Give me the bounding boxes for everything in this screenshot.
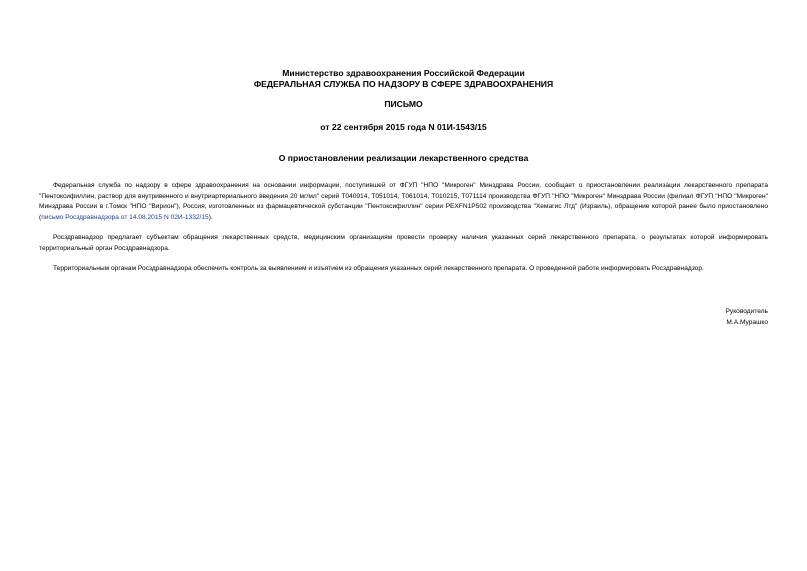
body-paragraph-1 <box>39 181 768 223</box>
body-paragraph-3: Территориальным органам Росздравнадзора обеспечить контроль за выявлением и изъятием из обращения указанных серий лекарственного препарата. О проведенной работе информировать Росздравнадзор. <box>53 265 704 272</box>
signatory-name: М.А.Мурашко <box>726 318 768 326</box>
paragraph-1-tail: ). <box>208 213 213 221</box>
document-header <box>0 68 807 90</box>
body-paragraph-2: Росздравнадзор предлагает субъектам обращения лекарственных средств, медицинским организациям провести проверку наличия указанных серий лекарственного препарата, о результатах которой информировать территориальный орган Росздравнадзора. <box>39 234 768 252</box>
signatory-title: Руководитель <box>725 308 768 315</box>
document-date-number: от 22 сентября 2015 года N 01И-1543/15 <box>320 122 487 132</box>
paragraph-1-text: Федеральная служба по надзору в сфере здравоохранения на основании информации, поступившей от ФГУП "НПО "Микроген" Минздрава России, сообщает о приостановлении реализации лекарственного препарата "Пентоксифиллин, раствор для внутривенного и внутриартериального введения 20 мг/мл" серий Т040914, Т051014, Т061014, Т010215, Т071114 производства ФГУП "НПО "Микроген" Минздрава России (филиал ФГУП "НПО "Микроген" Минздрава России в г.Томск "НПО "Вирион"), Россия, изготовленных из фармацевтической субстанции "Пентоксифиллин" серии PEXFN1P502 производства "Хемагис Лтд" (Израиль), обращение которой ранее было приостановлено ( <box>39 182 768 221</box>
ministry-name: Министерство здравоохранения Российской Федерации <box>282 68 525 78</box>
document-subject: О приостановлении реализации лекарственного средства <box>278 153 529 163</box>
document-type: ПИСЬМО <box>384 99 423 109</box>
agency-name: ФЕДЕРАЛЬНАЯ СЛУЖБА ПО НАДЗОРУ В СФЕРЕ ЗДРАВООХРАНЕНИЯ <box>253 79 554 89</box>
signature-block <box>726 307 768 328</box>
reference-link[interactable]: письмо Росздравнадзора от 14.08.2015 N 02И-1332/15 <box>41 213 209 221</box>
